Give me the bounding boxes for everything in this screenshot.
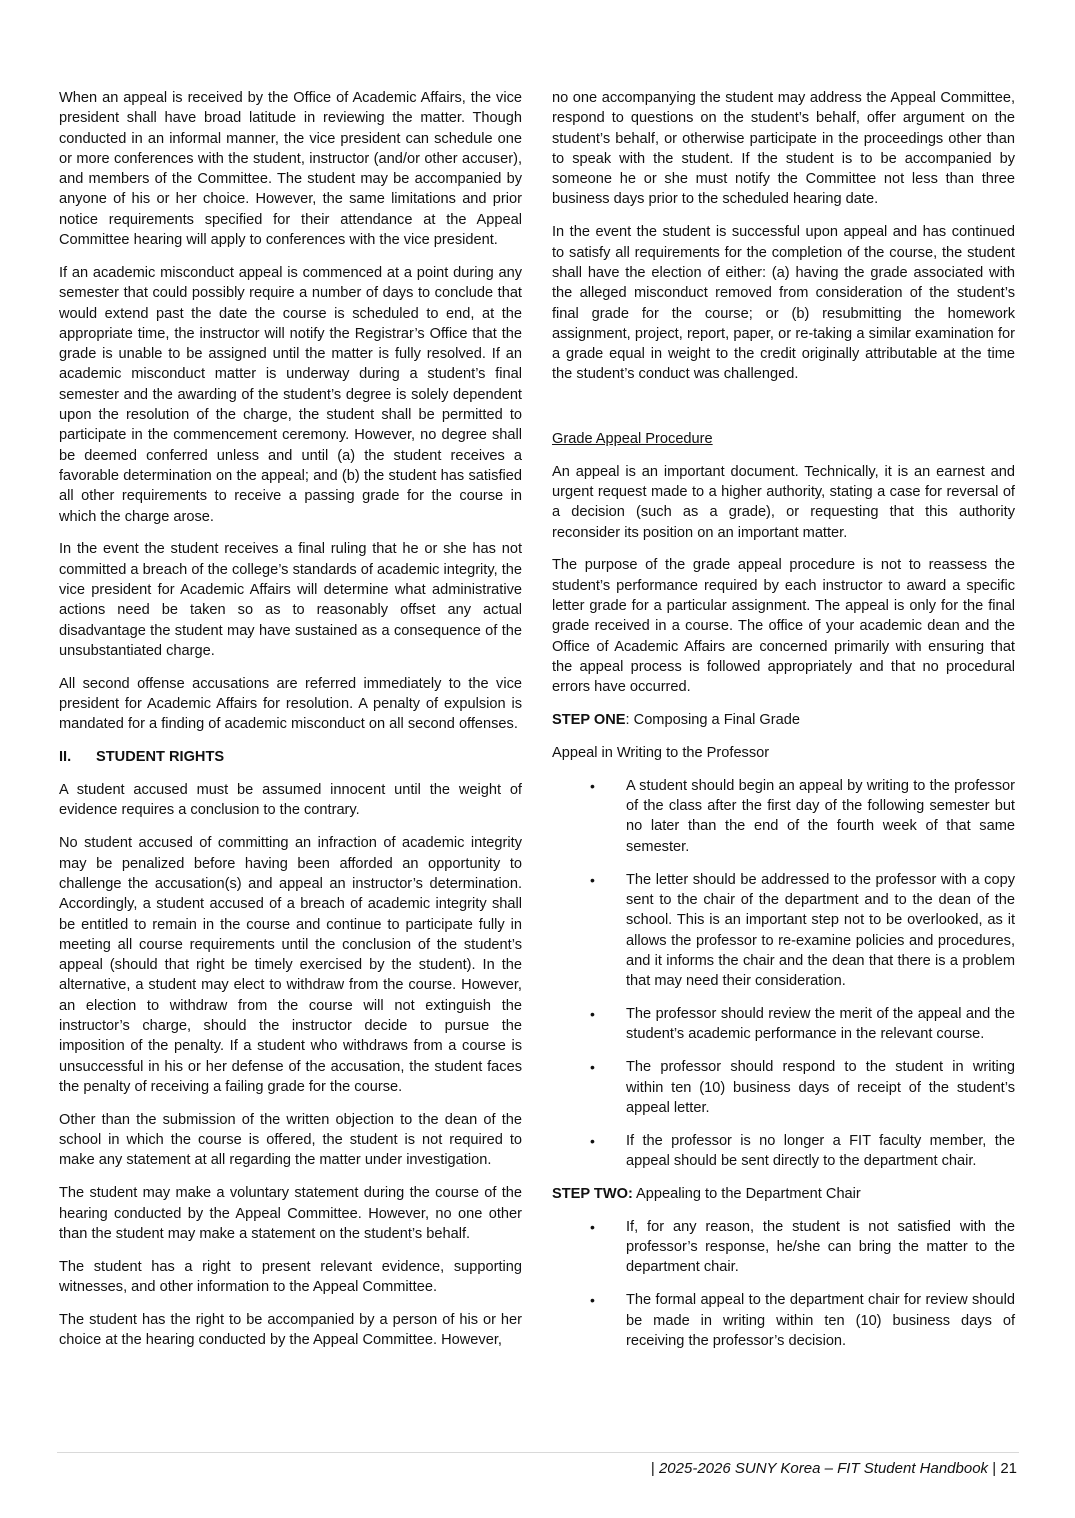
step-two-text: Appealing to the Department Chair [632, 1185, 861, 1202]
bullet-icon: • [590, 777, 595, 794]
list-item [552, 1217, 1015, 1278]
step-one-text: : Composing a Final Grade [625, 712, 800, 729]
page-number: 21 [1000, 1460, 1017, 1477]
list-item [552, 776, 1015, 857]
step-one-label: STEP ONE [552, 712, 626, 729]
section-title: STUDENT RIGHTS [96, 749, 225, 766]
paragraph: Other than the submission of the written objection to the dean of the school in which the course is offered, the student is not required to make any statement at all regarding the matter under investigation. [59, 1111, 522, 1169]
list-item [552, 1057, 1015, 1118]
paragraph: In the event the student receives a final ruling that he or she has not committed a breach of the college’s standards of academic integrity, the vice president for Academic Affairs will determine what administrative actions need be taken so as to reasonably offset any actual disadvantage the student may have sustained as a consequence of the unsubstantiated charge. [59, 541, 522, 659]
step-one-heading [552, 710, 1015, 730]
list-item [552, 1290, 1015, 1351]
bullet-icon: • [590, 1218, 595, 1235]
paragraph: No student accused of committing an infraction of academic integrity may be penalized before having been afforded an opportunity to challenge the accusation(s) and appeal an instructor’s determination. Accordingly, a student accused of a breach of academic integrity shall be entitled to remain in the course and continue to participate fully in meeting all course requirements until the conclusion of the student’s appeal (should that right be timely exercised by the student). In the alternative, a student may elect to withdraw from the course. However, an election to withdraw from the course will not extinguish the instructor’s charge, should the instructor decide to pursue the imposition of the penalty. If a student who withdraws from a course is unsuccessful in his or her defense of the accusation, the student faces the penalty of receiving a failing grade for the course. [59, 835, 522, 1095]
bullet-icon: • [590, 1006, 595, 1023]
bullet-icon: • [590, 1292, 595, 1309]
footer-title: 2025-2026 SUNY Korea – FIT Student Handbook [658, 1460, 989, 1477]
paragraph: When an appeal is received by the Office of Academic Affairs, the vice president shall have broad latitude in reviewing the matter. Though conducted in an informal manner, the vice president can schedule one or more conferences with the student, instructor (and/or other accuser), and members of the Committee. The student may be accompanied by anyone of his or her choice. However, the same limitations and prior notice requirements specified for their attendance at the Appeal Committee hearing will apply to conferences with the vice president. [59, 90, 522, 249]
paragraph: In the event the student is successful upon appeal and has continued to satisfy all requirements for the completion of the course, the student shall have the election of either: (a) having the grade associated with the alleged misconduct removed from consideration of the student’s final grade for the course; or (b) resubmitting the homework assignment, project, report, paper, or re-taking a similar examination for a grade equal in weight to the credit originally attributable at the time the student’s conduct was challenged. [552, 224, 1015, 383]
list-item-text: If the professor is no longer a FIT faculty member, the appeal should be sent directly to the department chair. [626, 1132, 1015, 1169]
paragraph: All second offense accusations are referred immediately to the vice president for Academic Affairs for resolution. A penalty of expulsion is mandated for a finding of academic misconduct on all second offenses. [59, 675, 522, 733]
section-number: II. [59, 749, 72, 766]
step-one-subtitle: Appeal in Writing to the Professor [552, 744, 770, 761]
footer-pipe: | [992, 1460, 997, 1477]
list-item-text: If, for any reason, the student is not satisfied with the professor’s response, he/she can bring the matter to the department chair. [626, 1218, 1015, 1276]
step-one-list [552, 776, 1015, 1171]
list-item-text: The professor should review the merit of the appeal and the student’s academic performance in the relevant course. [626, 1006, 1015, 1043]
footer-divider [57, 1452, 1019, 1453]
bullet-icon: • [590, 871, 595, 888]
page-footer [651, 1460, 1017, 1477]
list-item-text: The letter should be addressed to the professor with a copy sent to the chair of the department and to the dean of the school. This is an important step not to be overlooked, as it allows the professor to re-examine policies and procedures, and it informs the chair and the dean that there is a problem that may need their consideration. [626, 871, 1015, 990]
step-two-heading [552, 1184, 1015, 1204]
paragraph: The student may make a voluntary statement during the course of the hearing conducted by the Appeal Committee. However, no one other than the student may make a statement on the student’s behalf. [59, 1185, 522, 1242]
paragraph: If an academic misconduct appeal is commenced at a point during any semester that could possibly require a number of days to conclude that would extend past the date the course is scheduled to end, at the appropriate time, the instructor will notify the Registrar’s Office that the grade is unable to be assigned until the matter is fully resolved. If an academic misconduct matter is underway during a student’s final semester and the awarding of the student’s degree is solely dependent upon the resolution of the charge, the student shall be permitted to participate in the commencement ceremony. However, no degree shall be deemed conferred unless and until (a) the student receives a favorable determination on the appeal; and (b) the student has satisfied all other requirements to receive a passing grade for the course in which the charge arose. [59, 264, 522, 525]
bullet-icon: • [590, 1132, 595, 1149]
left-column [59, 88, 522, 1363]
bullet-icon: • [590, 1059, 595, 1076]
subheading-grade-appeal-procedure: Grade Appeal Procedure [552, 430, 713, 447]
list-item [552, 1131, 1015, 1172]
step-two-label: STEP TWO: [552, 1185, 633, 1202]
paragraph: The student has the right to be accompanied by a person of his or her choice at the hearing conducted by the Appeal Committee. However, [59, 1311, 522, 1349]
paragraph: no one accompanying the student may address the Appeal Committee, respond to questions on the student’s behalf, offer argument on the student’s behalf, or otherwise participate in the proceedings other than to speak with the student. If the student is to be accompanied by someone he or she must notify the Committee not less than three business days prior to the scheduled hearing date. [552, 90, 1015, 208]
paragraph: The student has a right to present relevant evidence, supporting witnesses, and other information to the Appeal Committee. [59, 1258, 522, 1296]
list-item-text: A student should begin an appeal by writing to the professor of the class after the first day of the following semester but no later than the end of the fourth week of that same semester. [626, 777, 1015, 855]
paragraph: A student accused must be assumed innocent until the weight of evidence requires a conclusion to the contrary. [59, 782, 522, 819]
section-heading-student-rights [59, 747, 522, 767]
footer-pipe: | [650, 1460, 655, 1477]
right-column [552, 88, 1015, 1364]
list-item-text: The formal appeal to the department chair for review should be made in writing within ten (10) business days of receiving the professor’s decision. [626, 1292, 1015, 1349]
paragraph: The purpose of the grade appeal procedure is not to reassess the student’s performance required by each instructor to award a specific letter grade for a particular assignment. The appeal is only for the final grade received in a course. The office of your academic dean and the Office of Academic Affairs are concerned primarily with ensuring that the appeal process is followed appropriately and that no procedural errors have occurred. [552, 557, 1015, 696]
step-two-list [552, 1217, 1015, 1351]
list-item-text: The professor should respond to the student in writing within ten (10) business days of receipt of the student’s appeal letter. [626, 1059, 1015, 1116]
paragraph: An appeal is an important document. Technically, it is an earnest and urgent request made to a higher authority, stating a case for reversal of a decision (such as a grade), or requesting that this authority reconsider its position on an important matter. [552, 463, 1015, 541]
list-item [552, 1004, 1015, 1045]
list-item [552, 870, 1015, 992]
